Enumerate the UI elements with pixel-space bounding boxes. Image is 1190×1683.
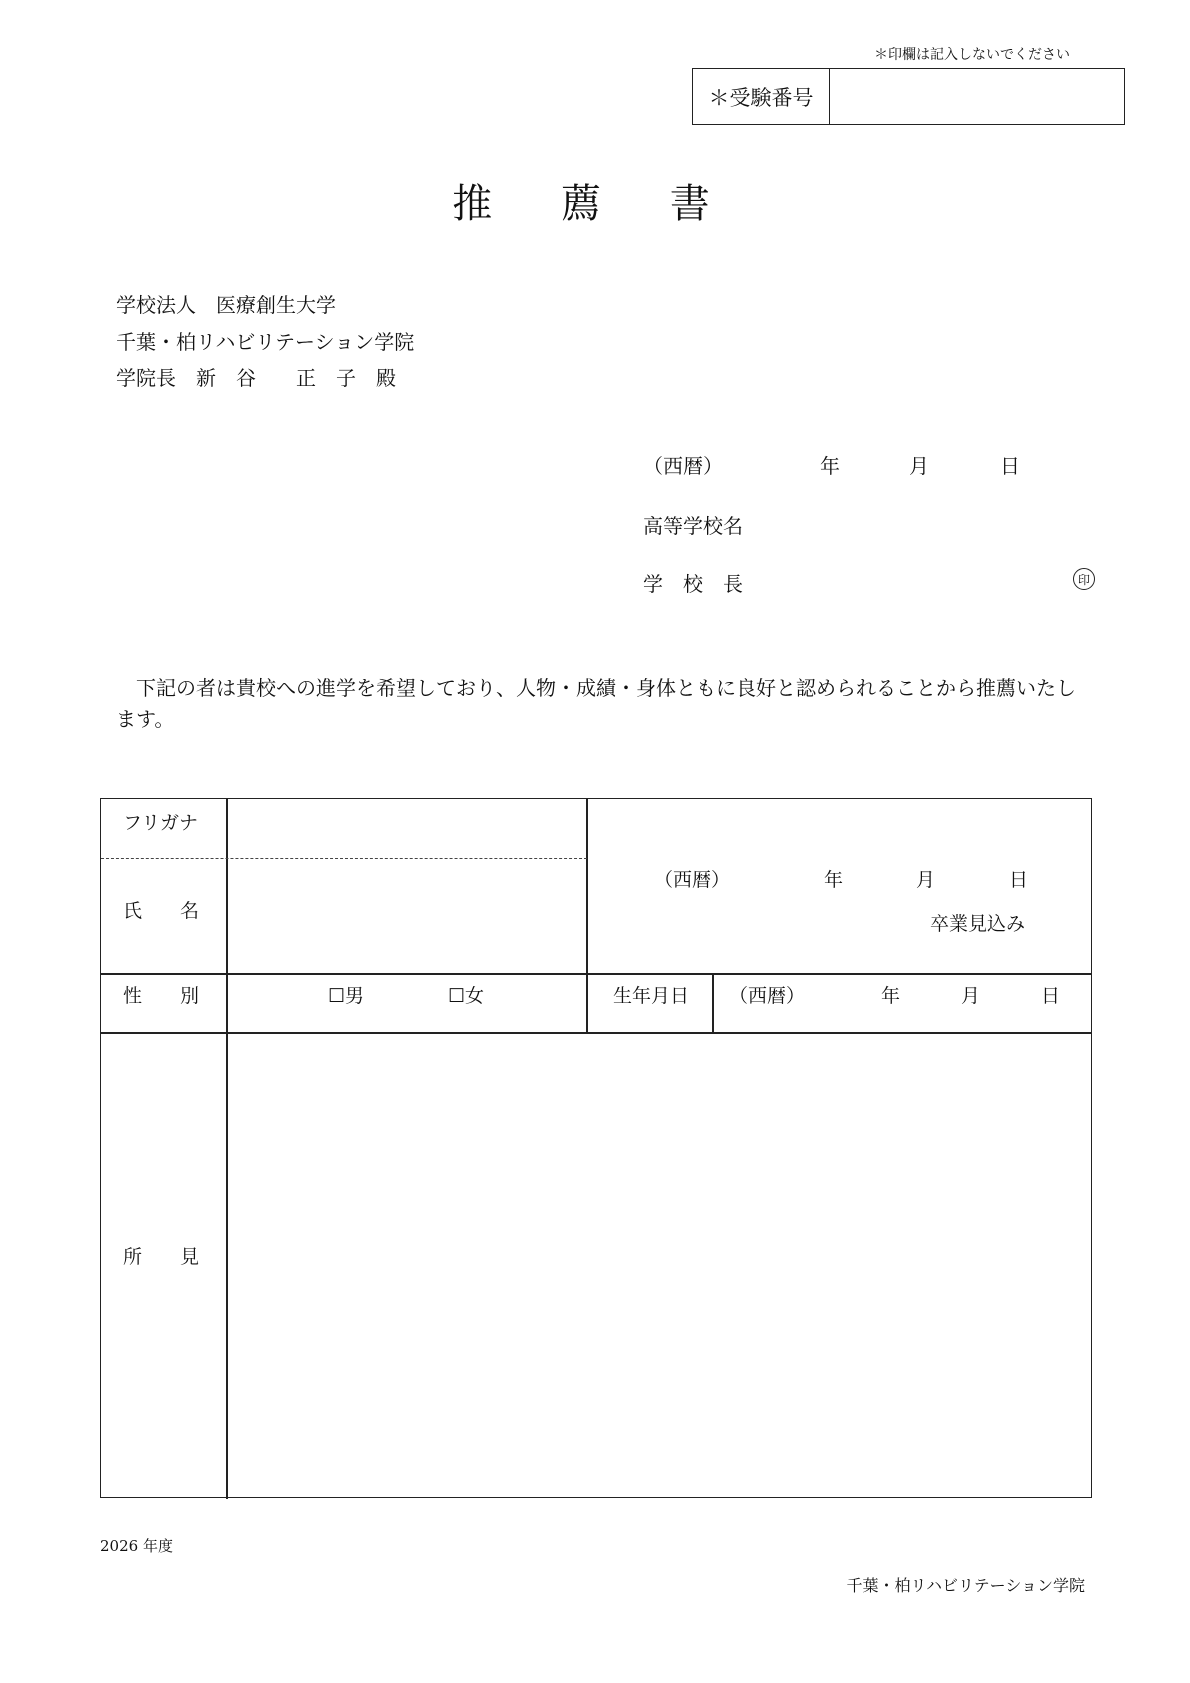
- graduation-year: 年: [824, 869, 844, 891]
- male-checkbox[interactable]: ☐男: [328, 985, 365, 1007]
- gender-row-top-border: [101, 973, 1091, 975]
- birthdate-label: 生年月日: [613, 985, 690, 1007]
- addressee-line-3: 学院長 新 谷 正 子 殿: [116, 366, 396, 390]
- high-school-name-label: 高等学校名: [643, 514, 743, 538]
- recommendation-statement: 下記の者は貴校への進学を希望しており、人物・成績・身体ともに良好と認められることから推薦いたします。: [116, 676, 1076, 731]
- remarks-row-top-border: [101, 1032, 1091, 1034]
- issue-date-prefix: （西暦）: [643, 454, 723, 478]
- addressee-line-1: 学校法人 医療創生大学: [116, 293, 336, 317]
- seal-mark: 印: [1073, 568, 1095, 590]
- graduation-month: 月: [916, 869, 936, 891]
- birth-year: 年: [881, 985, 901, 1007]
- issue-date-year: 年: [820, 454, 840, 478]
- issue-date-month: 月: [909, 454, 929, 478]
- gender-label: 性 別: [123, 985, 200, 1007]
- instruction-note: ＊印欄は記入しないでください: [874, 47, 1070, 63]
- graduation-date-prefix: （西暦）: [654, 869, 731, 891]
- addressee-line-2: 千葉・柏リハビリテーション学院: [116, 330, 415, 354]
- furigana-divider: [101, 858, 587, 859]
- name-label: 氏 名: [123, 900, 200, 922]
- birthdate-divider: [712, 973, 714, 1032]
- birth-month: 月: [961, 985, 981, 1007]
- furigana-field[interactable]: [229, 801, 583, 856]
- exam-number-label: ＊受験番号: [693, 69, 830, 124]
- document-title: 推 薦 書: [452, 181, 738, 227]
- middle-column-divider: [586, 799, 588, 1032]
- footer-organization: 千葉・柏リハビリテーション学院: [846, 1576, 1085, 1595]
- student-info-table: [100, 798, 1092, 1498]
- birth-day: 日: [1041, 985, 1061, 1007]
- principal-label: 学 校 長: [643, 572, 743, 596]
- remarks-field[interactable]: [229, 1035, 1089, 1495]
- issue-date-day: 日: [1000, 454, 1020, 478]
- furigana-label: フリガナ: [123, 812, 199, 834]
- exam-number-box: [692, 68, 1125, 125]
- birthdate-prefix: （西暦）: [729, 985, 806, 1007]
- graduation-expected-note: 卒業見込み: [930, 913, 1026, 935]
- graduation-day: 日: [1009, 869, 1029, 891]
- name-field[interactable]: [229, 861, 583, 971]
- remarks-label: 所 見: [123, 1246, 200, 1268]
- academic-year: 2026 年度: [100, 1537, 173, 1555]
- female-checkbox[interactable]: ☐女: [448, 985, 485, 1007]
- label-column-divider: [226, 799, 228, 1499]
- exam-number-field[interactable]: [830, 69, 1124, 124]
